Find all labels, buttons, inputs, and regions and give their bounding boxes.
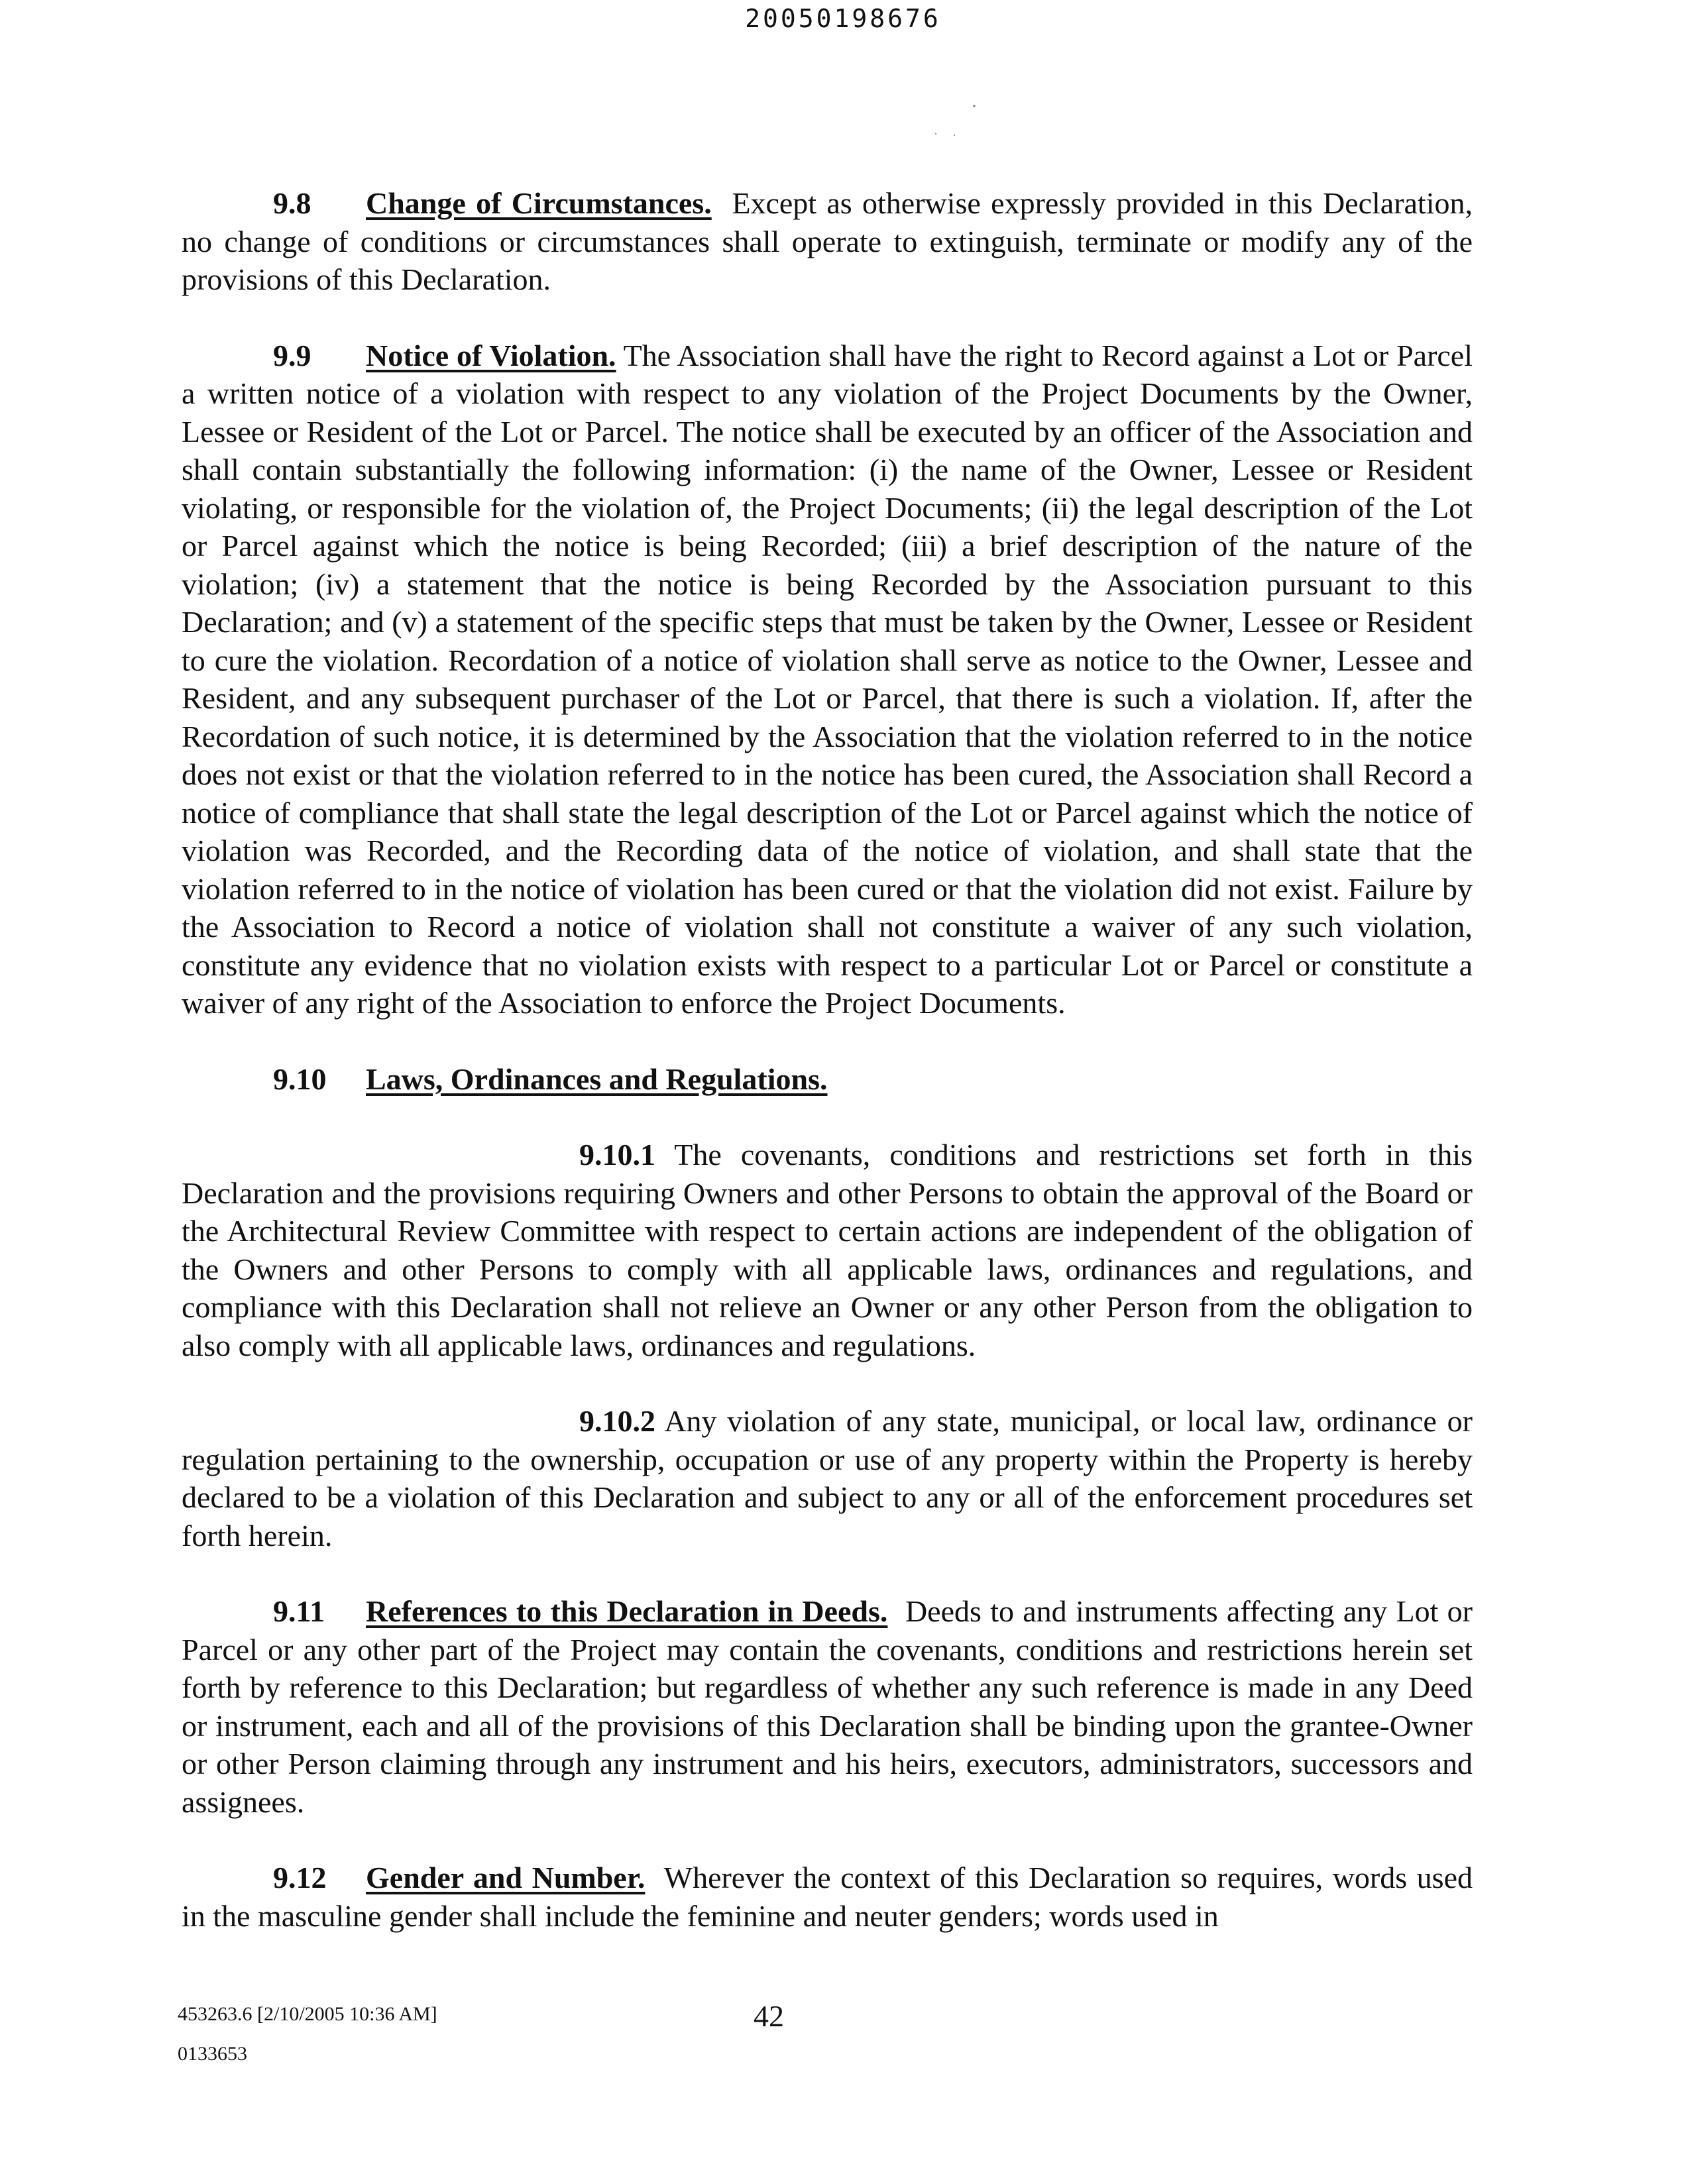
section-heading: References to this Declaration in Deeds. [366, 1594, 888, 1628]
section-text: Deeds to and instruments affecting any Lot or Parcel or any other part of the Project may contain the covenants, conditions and restrictions herein set forth by reference to this Declaration; but regardless of whether any such reference is made in any Deed or instrument, each and all of the provisions of this Declaration shall be binding upon the grantee-Owner or other Person claiming through any instrument and his heirs, executors, administrators, successors and assignees. [182, 1594, 1473, 1819]
section-number: 9.11 [273, 1594, 325, 1628]
section-text: Except as otherwise expressly provided in this Declaration, no change of conditions or circumstances shall operate to extinguish, terminate or modify any of the provisions of this Declaration. [182, 186, 1473, 296]
section-text: The covenants, conditions and restrictions set forth in this Declaration and the provisions requiring Owners and other Persons to obtain the approval of the Board or the Architectural Review Committee with respect to certain actions are independent of the obligation of the Owners and other Persons to comply with all applicable laws, ordinances and regulations, and compliance with this Declaration shall not relieve an Owner or any other Person from the obligation to also comply with all applicable laws, ordinances and regulations. [182, 1138, 1473, 1362]
footer-doc-ref: 453263.6 [2/10/2005 10:36 AM] [178, 2003, 437, 2025]
document-body [182, 184, 1473, 1973]
section-number: 9.10.2 [579, 1404, 655, 1438]
section-text: Any violation of any state, municipal, or local law, ordinance or regulation pertaining to the ownership, occupation or use of any property within the Property is hereby declared to be a violation of this Declaration and subject to any or all of the enforcement procedures set forth herein. [182, 1404, 1473, 1553]
section-heading: Laws, Ordinances and Regulations. [366, 1062, 828, 1096]
section-9-10-2 [182, 1402, 1473, 1555]
section-9-8 [182, 184, 1473, 299]
section-heading: Change of Circumstances. [366, 186, 712, 220]
document-number: 20050198676 [745, 4, 941, 33]
scan-specks [928, 99, 987, 146]
section-9-9 [182, 337, 1473, 1022]
section-9-12 [182, 1859, 1473, 1935]
section-9-11 [182, 1592, 1473, 1821]
section-number: 9.9 [273, 338, 311, 372]
footer-reference [178, 1994, 437, 2074]
section-9-10-1 [182, 1136, 1473, 1364]
section-text: The Association shall have the right to Record against a Lot or Parcel a written notice of a violation with respect to any violation of the Project Documents by the Owner, Lessee or Resident of the Lot or Parcel. The notice shall be executed by an officer of the Association and shall contain substantially the following information: (i) the name of the Owner, Lessee or Resident violating, or responsible for the violation of, the Project Documents; (ii) the legal description of the Lot or Parcel against which the notice is being Recorded; (iii) a brief description of the nature of the violation; (iv) a statement that the notice is being Recorded by the Association pursuant to this Declaration; and (v) a statement of the specific steps that must be taken by the Owner, Lessee or Resident to cure the violation. Recordation of a notice of violation shall serve as notice to the Owner, Lessee and Resident, and any subsequent purchaser of the Lot or Parcel, that there is such a violation. If, after the Recordation of such notice, it is determined by the Association that the violation referred to in the notice does not exist or that the violation referred to in the notice has been cured, the Association shall Record a notice of compliance that shall state the legal description of the Lot or Parcel against which the notice of violation was Recorded, and the Recording data of the notice of violation, and shall state that the violation referred to in the notice of violation has been cured or that the violation did not exist. Failure by the Association to Record a notice of violation shall not constitute a waiver of any such violation, constitute any evidence that no violation exists with respect to a particular Lot or Parcel or constitute a waiver of any right of the Association to enforce the Project Documents. [182, 338, 1473, 1020]
section-9-10 [182, 1060, 1473, 1099]
section-number: 9.12 [273, 1861, 327, 1894]
section-text: Wherever the context of this Declaration so requires, words used in the masculine gender shall include the feminine and neuter genders; words used in [182, 1861, 1473, 1933]
section-number: 9.10 [273, 1062, 327, 1096]
section-number: 9.10.1 [579, 1138, 655, 1172]
section-number: 9.8 [273, 186, 311, 220]
section-heading: Notice of Violation. [366, 338, 616, 372]
footer-doc-id: 0133653 [178, 2043, 247, 2065]
page-number: 42 [754, 1999, 784, 2033]
section-heading: Gender and Number. [366, 1861, 646, 1894]
